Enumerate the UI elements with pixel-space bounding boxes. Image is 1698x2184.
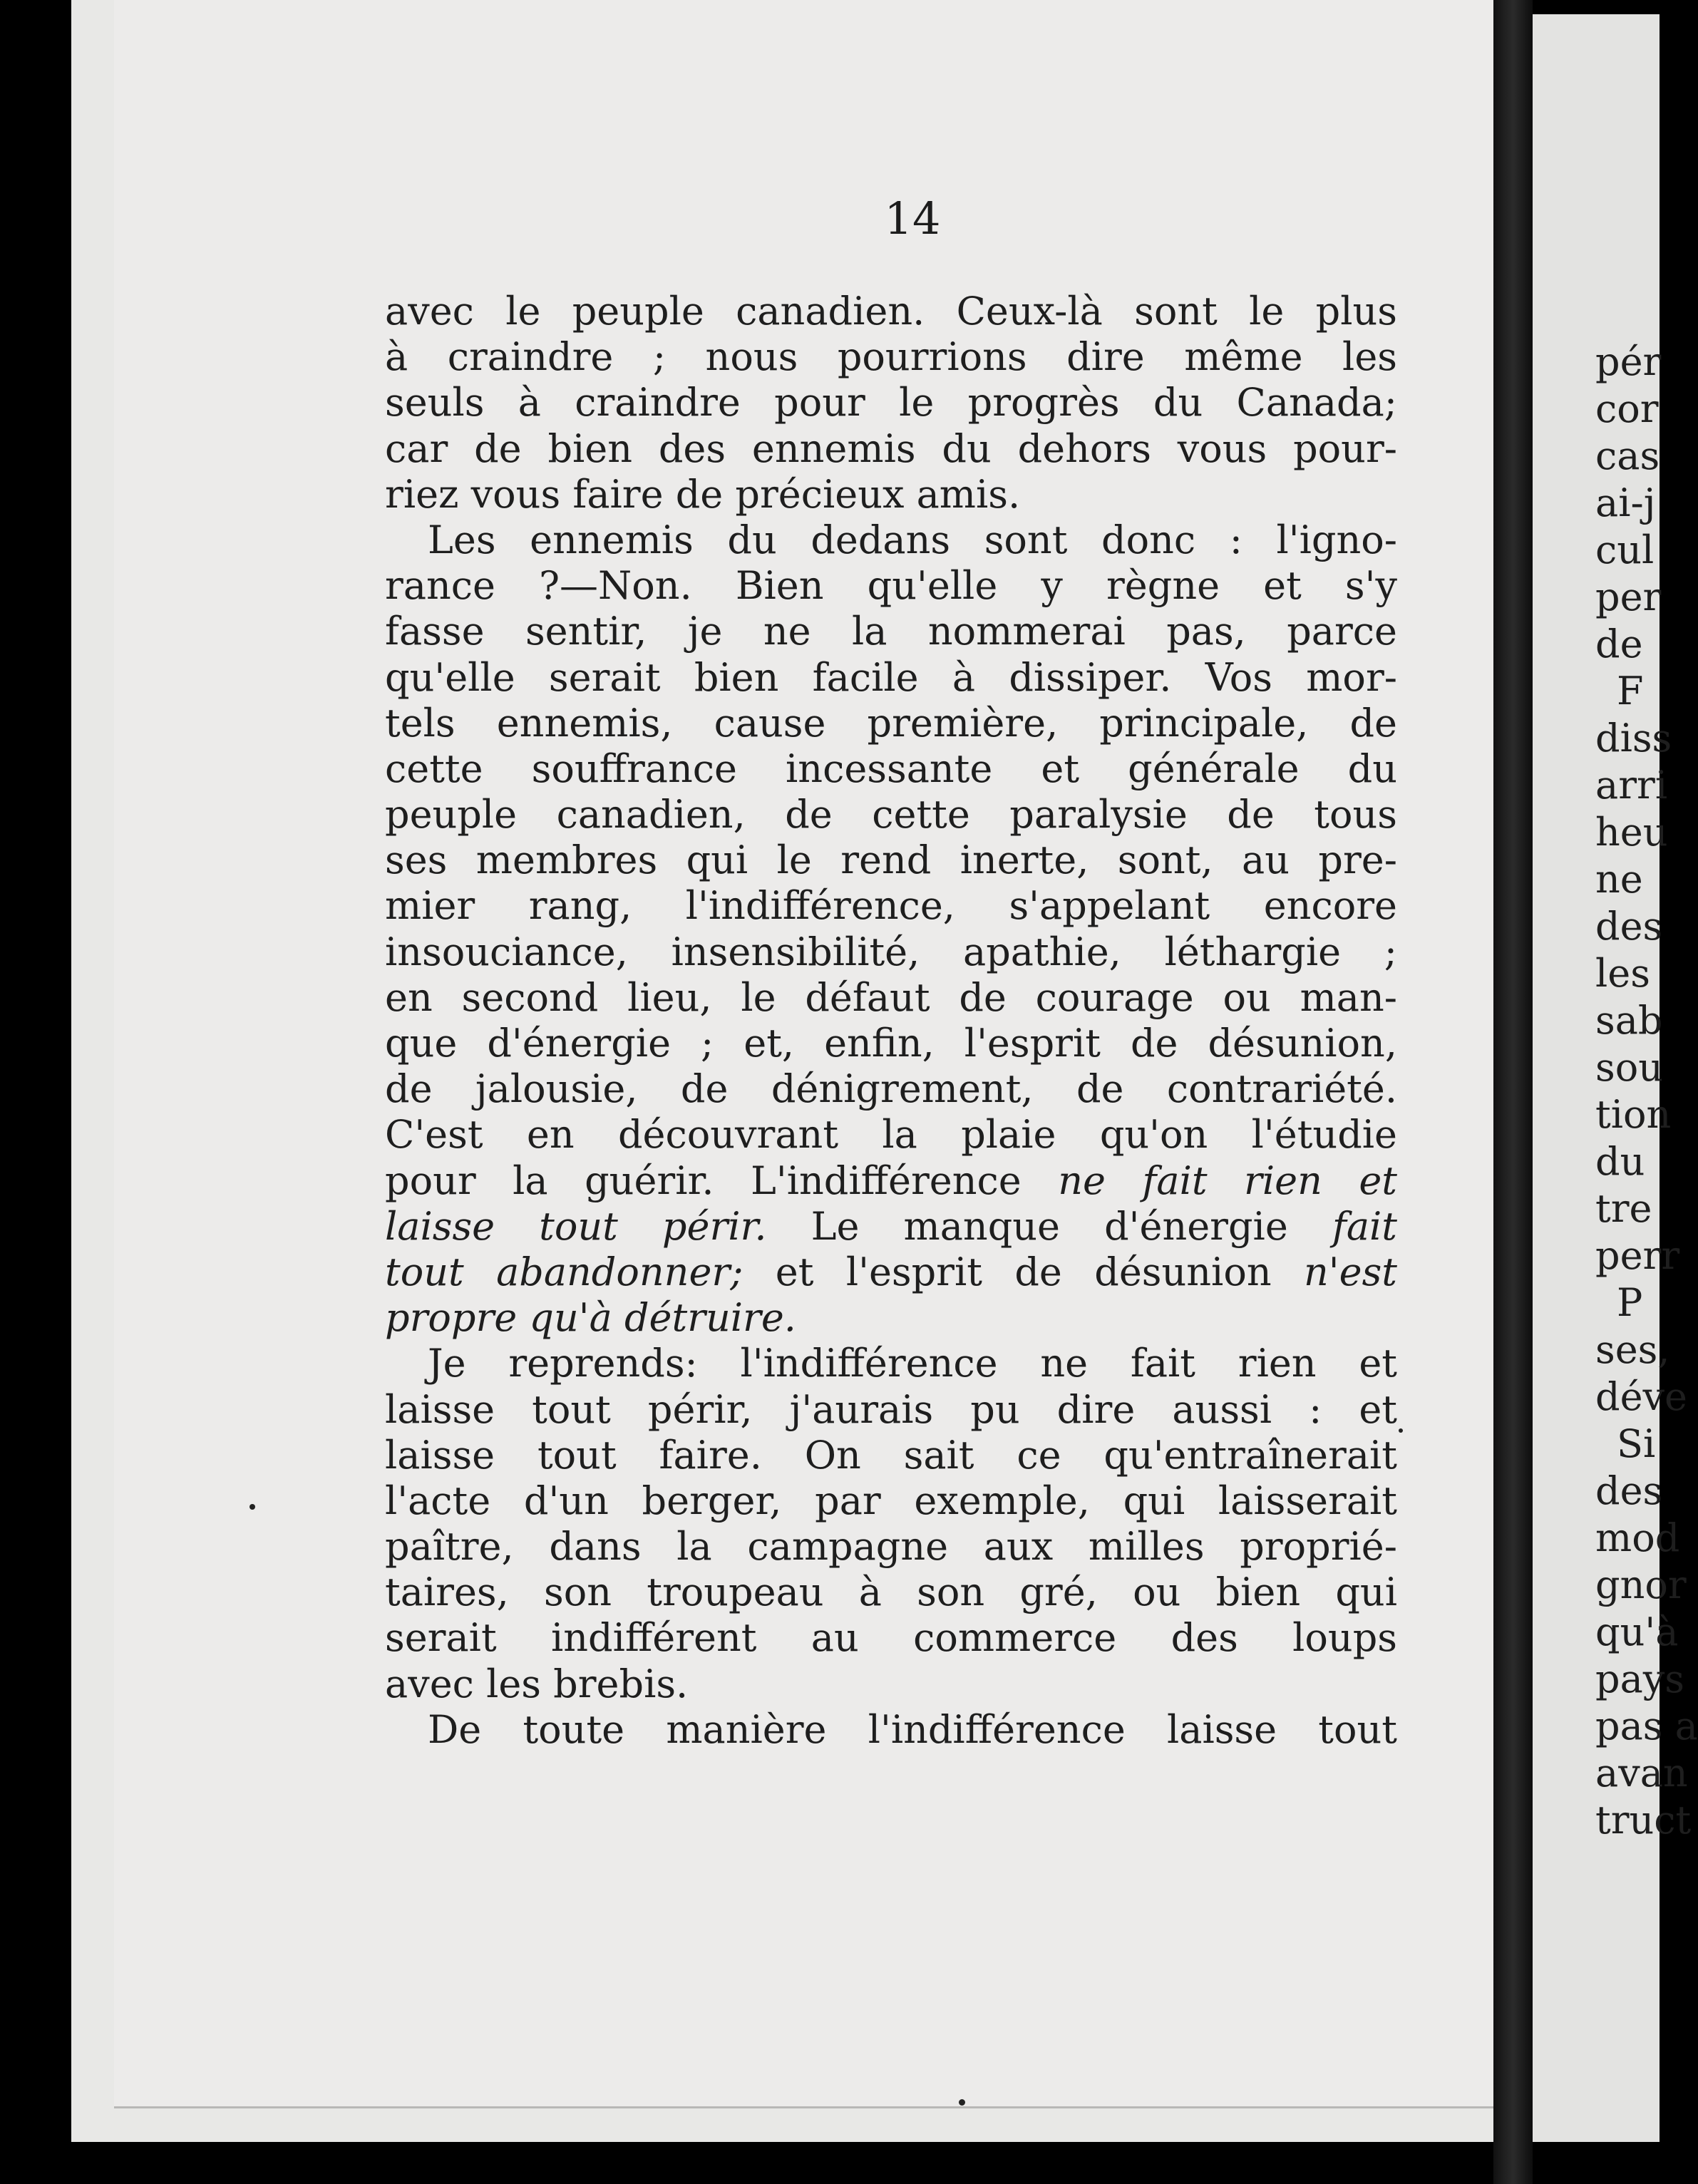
text-line <box>385 380 1397 426</box>
right-page-fragment: qu'à <box>1595 1609 1679 1654</box>
right-page-fragment: déve <box>1595 1374 1687 1419</box>
text-line <box>385 1662 1397 1707</box>
line-text: De toute manière l'indifférence laisse tout <box>428 1706 1397 1752</box>
text-line <box>385 701 1397 746</box>
right-page-fragment: gnor <box>1595 1562 1687 1607</box>
right-page-fragment: les <box>1595 951 1650 996</box>
line-text: insouciance, insensibilité, apathie, léthargie ; <box>385 929 1397 974</box>
right-page-fragment: des <box>1595 904 1663 949</box>
right-page-fragment: diss <box>1595 716 1672 761</box>
line-text: peuple canadien, de cette paralysie de tous <box>385 792 1397 838</box>
line-text: Je reprends: l'indifférence ne fait rien et <box>428 1341 1397 1386</box>
text-line <box>385 1341 1397 1386</box>
right-page-fragment: tre <box>1595 1186 1652 1231</box>
line-text: Les ennemis du dedans sont donc : l'igno- <box>428 517 1397 562</box>
text-line <box>385 655 1397 701</box>
line-text: paître, dans la campagne aux milles proprié- <box>385 1524 1397 1570</box>
line-text: et l'esprit de désunion <box>743 1249 1304 1294</box>
line-text: qu'elle serait bien facile à dissiper. Vos mor- <box>385 654 1397 700</box>
right-page-fragment: de <box>1595 622 1643 666</box>
right-page-fragment: ses, <box>1595 1327 1670 1372</box>
text-line <box>385 1433 1397 1478</box>
text-line <box>385 883 1397 929</box>
text-line <box>385 1250 1397 1295</box>
text-line <box>385 334 1397 380</box>
text-line <box>385 472 1397 517</box>
text-line <box>385 975 1397 1021</box>
line-text: laisse tout faire. On sait ce qu'entraînerait <box>385 1432 1397 1478</box>
right-page-fragment: cas <box>1595 433 1660 478</box>
line-text: avec le peuple canadien. Ceux-là sont le plus <box>385 289 1397 334</box>
line-text: cette souffrance incessante et générale du <box>385 746 1397 791</box>
line-text: que d'énergie ; et, enfin, l'esprit de désunion, <box>385 1021 1397 1066</box>
right-page-fragment: truct <box>1595 1798 1692 1843</box>
text-line <box>385 1021 1397 1066</box>
text-line <box>385 289 1397 334</box>
line-text: rance ?—Non. Bien qu'elle y règne et s'y <box>385 563 1397 609</box>
text-line <box>385 1066 1397 1112</box>
print-speck <box>959 2099 965 2106</box>
italic-text: propre qu'à détruire. <box>385 1295 796 1341</box>
line-text: C'est en découvrant la plaie qu'on l'étudie <box>385 1112 1397 1158</box>
line-text: pour la guérir. L'indifférence <box>385 1158 1059 1203</box>
text-line <box>385 1112 1397 1158</box>
right-page-fragment: Si <box>1617 1421 1656 1466</box>
right-page-fragment: P <box>1617 1280 1643 1325</box>
text-line <box>385 426 1397 472</box>
right-page-fragment: des <box>1595 1468 1663 1513</box>
text-line <box>385 1570 1397 1615</box>
text-line <box>385 1387 1397 1433</box>
text-line <box>385 1158 1397 1204</box>
right-page-fragment: mod <box>1595 1515 1680 1560</box>
right-page-fragment: du <box>1595 1139 1645 1184</box>
italic-text: laisse tout périr. <box>385 1203 767 1249</box>
line-text: ses membres qui le rend inerte, sont, au pre- <box>385 838 1397 883</box>
right-page-fragment: F <box>1617 669 1644 714</box>
right-page-fragment: ai-j <box>1595 480 1656 525</box>
right-page-fragment: cul <box>1595 527 1655 572</box>
line-text: fasse sentir, je ne la nommerai pas, parce <box>385 609 1397 654</box>
right-page-fragment: perr <box>1595 1233 1680 1278</box>
text-line <box>385 838 1397 883</box>
text-line <box>385 929 1397 975</box>
line-text: tels ennemis, cause première, principale, de <box>385 700 1397 746</box>
italic-text: tout abandonner; <box>385 1249 743 1294</box>
right-page-fragment: cor <box>1595 386 1659 431</box>
print-speck <box>249 1504 255 1510</box>
text-line <box>385 792 1397 838</box>
text-line <box>385 1524 1397 1570</box>
italic-text: ne fait rien et <box>1058 1158 1398 1203</box>
text-line <box>385 1707 1397 1753</box>
right-page-text-fragments <box>1595 339 1698 1844</box>
text-line <box>385 609 1397 654</box>
right-page-fragment: pays <box>1595 1657 1684 1701</box>
line-text: mier rang, l'indifférence, s'appelant encore <box>385 883 1397 929</box>
line-text: car de bien des ennemis du dehors vous pour- <box>385 426 1397 471</box>
text-line <box>385 1615 1397 1661</box>
line-text: Le manque d'énergie <box>766 1203 1332 1249</box>
line-text: avec les brebis. <box>385 1661 689 1706</box>
right-page-fragment: avan <box>1595 1751 1688 1796</box>
line-text: de jalousie, de dénigrement, de contrariété. <box>385 1066 1397 1112</box>
body-text <box>385 289 1397 1753</box>
book-gutter <box>1493 0 1533 2184</box>
line-text: l'acte d'un berger, par exemple, qui laisserait <box>385 1478 1397 1523</box>
line-text: riez vous faire de précieux amis. <box>385 471 1021 517</box>
italic-text: fait <box>1332 1203 1398 1249</box>
line-text: serait indifférent au commerce des loups <box>385 1615 1397 1661</box>
text-line <box>385 1478 1397 1524</box>
line-text: taires, son troupeau à son gré, ou bien qui <box>385 1570 1397 1615</box>
line-text: seuls à craindre pour le progrès du Canada; <box>385 380 1397 426</box>
text-line <box>385 517 1397 563</box>
page-number: 14 <box>884 192 941 244</box>
right-page-fragment: tion <box>1595 1092 1672 1137</box>
right-page-fragment: pér <box>1595 339 1662 384</box>
right-page-fragment: sou <box>1595 1045 1664 1090</box>
right-page-fragment: heu <box>1595 810 1668 855</box>
line-text: à craindre ; nous pourrions dire même les <box>385 334 1397 380</box>
text-line <box>385 1295 1397 1341</box>
text-line <box>385 563 1397 609</box>
right-page-fragment: sab <box>1595 998 1663 1043</box>
text-line <box>385 1204 1397 1250</box>
line-text: laisse tout périr, j'aurais pu dire aussi : et <box>385 1386 1397 1432</box>
right-page-fragment: arri <box>1595 763 1668 808</box>
right-page-fragment: per <box>1595 575 1662 619</box>
right-page-fragment: pas a <box>1595 1704 1698 1748</box>
print-speck <box>1399 1428 1403 1433</box>
right-page-fragment: ne <box>1595 857 1643 902</box>
text-line <box>385 746 1397 792</box>
italic-text: n'est <box>1304 1249 1397 1294</box>
line-text: en second lieu, le défaut de courage ou man- <box>385 974 1397 1020</box>
